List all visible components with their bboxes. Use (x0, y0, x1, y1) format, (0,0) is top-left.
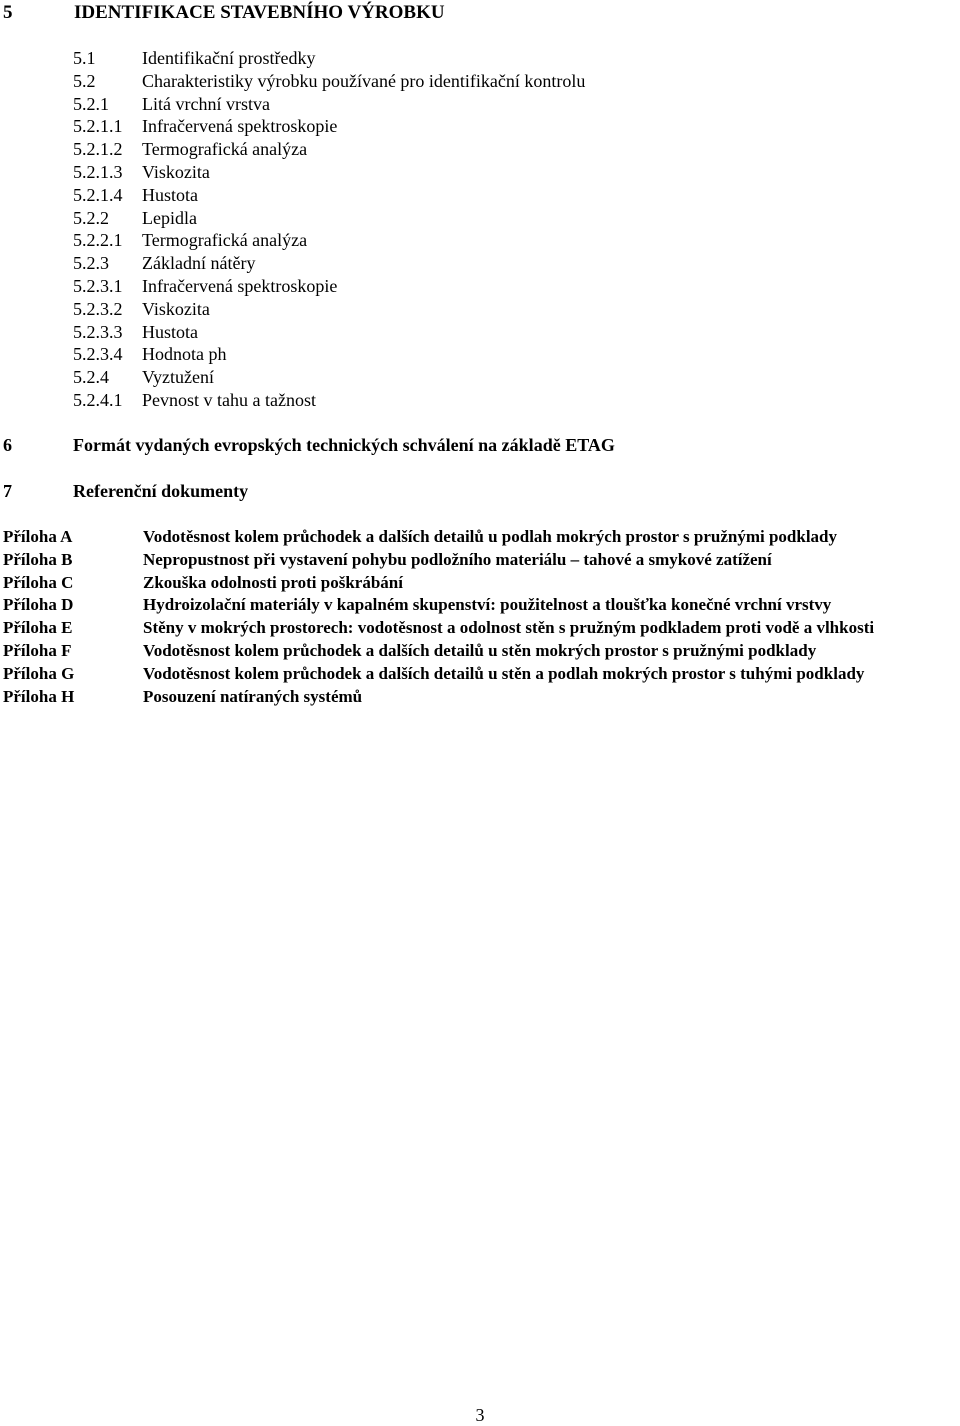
outline-item-title: Infračervená spektroskopie (142, 275, 338, 296)
annex-description: Vodotěsnost kolem průchodek a dalších detailů u stěn a podlah mokrých prostor s tuhými podklady (143, 663, 865, 683)
section-5-outline (73, 47, 585, 412)
section-5-title: IDENTIFIKACE STAVEBNÍHO VÝROBKU (74, 2, 445, 23)
section-6-heading (3, 435, 615, 456)
annex-item (3, 549, 958, 572)
annex-item (3, 663, 958, 686)
section-7-title: Referenční dokumenty (73, 481, 249, 501)
section-5-heading (3, 2, 445, 24)
annex-item (3, 686, 958, 709)
outline-item-number: 5.2.1.1 (73, 116, 123, 137)
outline-item (73, 70, 585, 93)
outline-item (73, 207, 585, 230)
annex-item (3, 640, 958, 663)
annex-item (3, 572, 958, 595)
outline-item-title: Infračervená spektroskopie (142, 116, 338, 137)
section-6-number: 6 (3, 435, 12, 455)
annex-key: Příloha B (3, 549, 73, 569)
outline-item-number: 5.2.1 (73, 93, 109, 114)
annex-key: Příloha F (3, 640, 72, 660)
outline-item-title: Termografická analýza (142, 139, 308, 160)
outline-item-number: 5.2.2.1 (73, 230, 123, 251)
annex-description: Posouzení natíraných systémů (143, 686, 363, 706)
outline-item-title: Hodnota ph (142, 344, 227, 365)
annex-description: Hydroizolační materiály v kapalném skupenství: použitelnost a tloušťka konečné vrchní vrstvy (143, 595, 832, 615)
outline-item-number: 5.2.4 (73, 367, 109, 388)
outline-item-number: 5.2.2 (73, 207, 109, 228)
outline-item (73, 366, 585, 389)
annex-list (3, 526, 958, 708)
outline-item (73, 275, 585, 298)
outline-item-number: 5.2.1.3 (73, 161, 123, 182)
outline-item (73, 343, 585, 366)
outline-item (73, 47, 585, 70)
section-6-title: Formát vydaných evropských technických schválení na základě ETAG (73, 435, 615, 455)
outline-item-number: 5.2.3.2 (73, 298, 123, 319)
annex-item (3, 594, 958, 617)
section-7-heading (3, 481, 248, 502)
outline-item-title: Litá vrchní vrstva (142, 93, 270, 114)
outline-item-title: Charakteristiky výrobku používané pro identifikační kontrolu (142, 70, 586, 91)
outline-item (73, 115, 585, 138)
outline-item (73, 184, 585, 207)
outline-item-number: 5.2.3.1 (73, 275, 123, 296)
annex-key: Příloha H (3, 686, 75, 706)
outline-item-title: Viskozita (142, 161, 210, 182)
outline-item-title: Hustota (142, 184, 198, 205)
outline-item-number: 5.2.1.4 (73, 184, 123, 205)
annex-description: Vodotěsnost kolem průchodek a dalších detailů u stěn mokrých prostor s pružnými podklady (143, 640, 817, 660)
annex-item (3, 617, 958, 640)
annex-description: Stěny v mokrých prostorech: vodotěsnost a odolnost stěn s pružným podkladem proti vodě a vlhkosti (143, 618, 875, 638)
outline-item-title: Hustota (142, 321, 198, 342)
outline-item-number: 5.1 (73, 48, 96, 68)
outline-item (73, 321, 585, 344)
outline-item-number: 5.2.4.1 (73, 389, 123, 410)
outline-item-number: 5.2.1.2 (73, 139, 123, 160)
outline-item-number: 5.2 (73, 70, 96, 91)
outline-item (73, 138, 585, 161)
outline-item (73, 161, 585, 184)
annex-description: Vodotěsnost kolem průchodek a dalších detailů u podlah mokrých prostor s pružnými podklady (143, 527, 838, 546)
annex-item (3, 526, 958, 549)
outline-item-title: Termografická analýza (142, 230, 308, 251)
outline-item (73, 389, 585, 412)
annex-key: Příloha D (3, 595, 74, 615)
annex-key: Příloha E (3, 618, 73, 638)
outline-item (73, 252, 585, 275)
outline-item-title: Pevnost v tahu a tažnost (142, 389, 316, 410)
outline-item-number: 5.2.3.3 (73, 321, 123, 342)
outline-item (73, 93, 585, 116)
annex-key: Příloha G (3, 663, 75, 683)
annex-description: Nepropustnost při vystavení pohybu podložního materiálu – tahové a smykové zatížení (143, 549, 772, 569)
annex-key: Příloha A (3, 527, 73, 546)
page-number: 3 (475, 1405, 485, 1425)
outline-item (73, 229, 585, 252)
outline-item-title: Lepidla (142, 207, 197, 228)
outline-item-number: 5.2.3.4 (73, 344, 123, 365)
outline-item (73, 298, 585, 321)
annex-key: Příloha C (3, 572, 74, 592)
annex-description: Zkouška odolnosti proti poškrábání (143, 572, 403, 592)
outline-item-number: 5.2.3 (73, 253, 109, 274)
section-5-number: 5 (3, 2, 13, 23)
outline-item-title: Základní nátěry (142, 253, 256, 274)
outline-item-title: Vyztužení (142, 367, 214, 388)
section-7-number: 7 (3, 481, 12, 501)
outline-item-title: Identifikační prostředky (142, 48, 316, 68)
outline-item-title: Viskozita (142, 298, 210, 319)
